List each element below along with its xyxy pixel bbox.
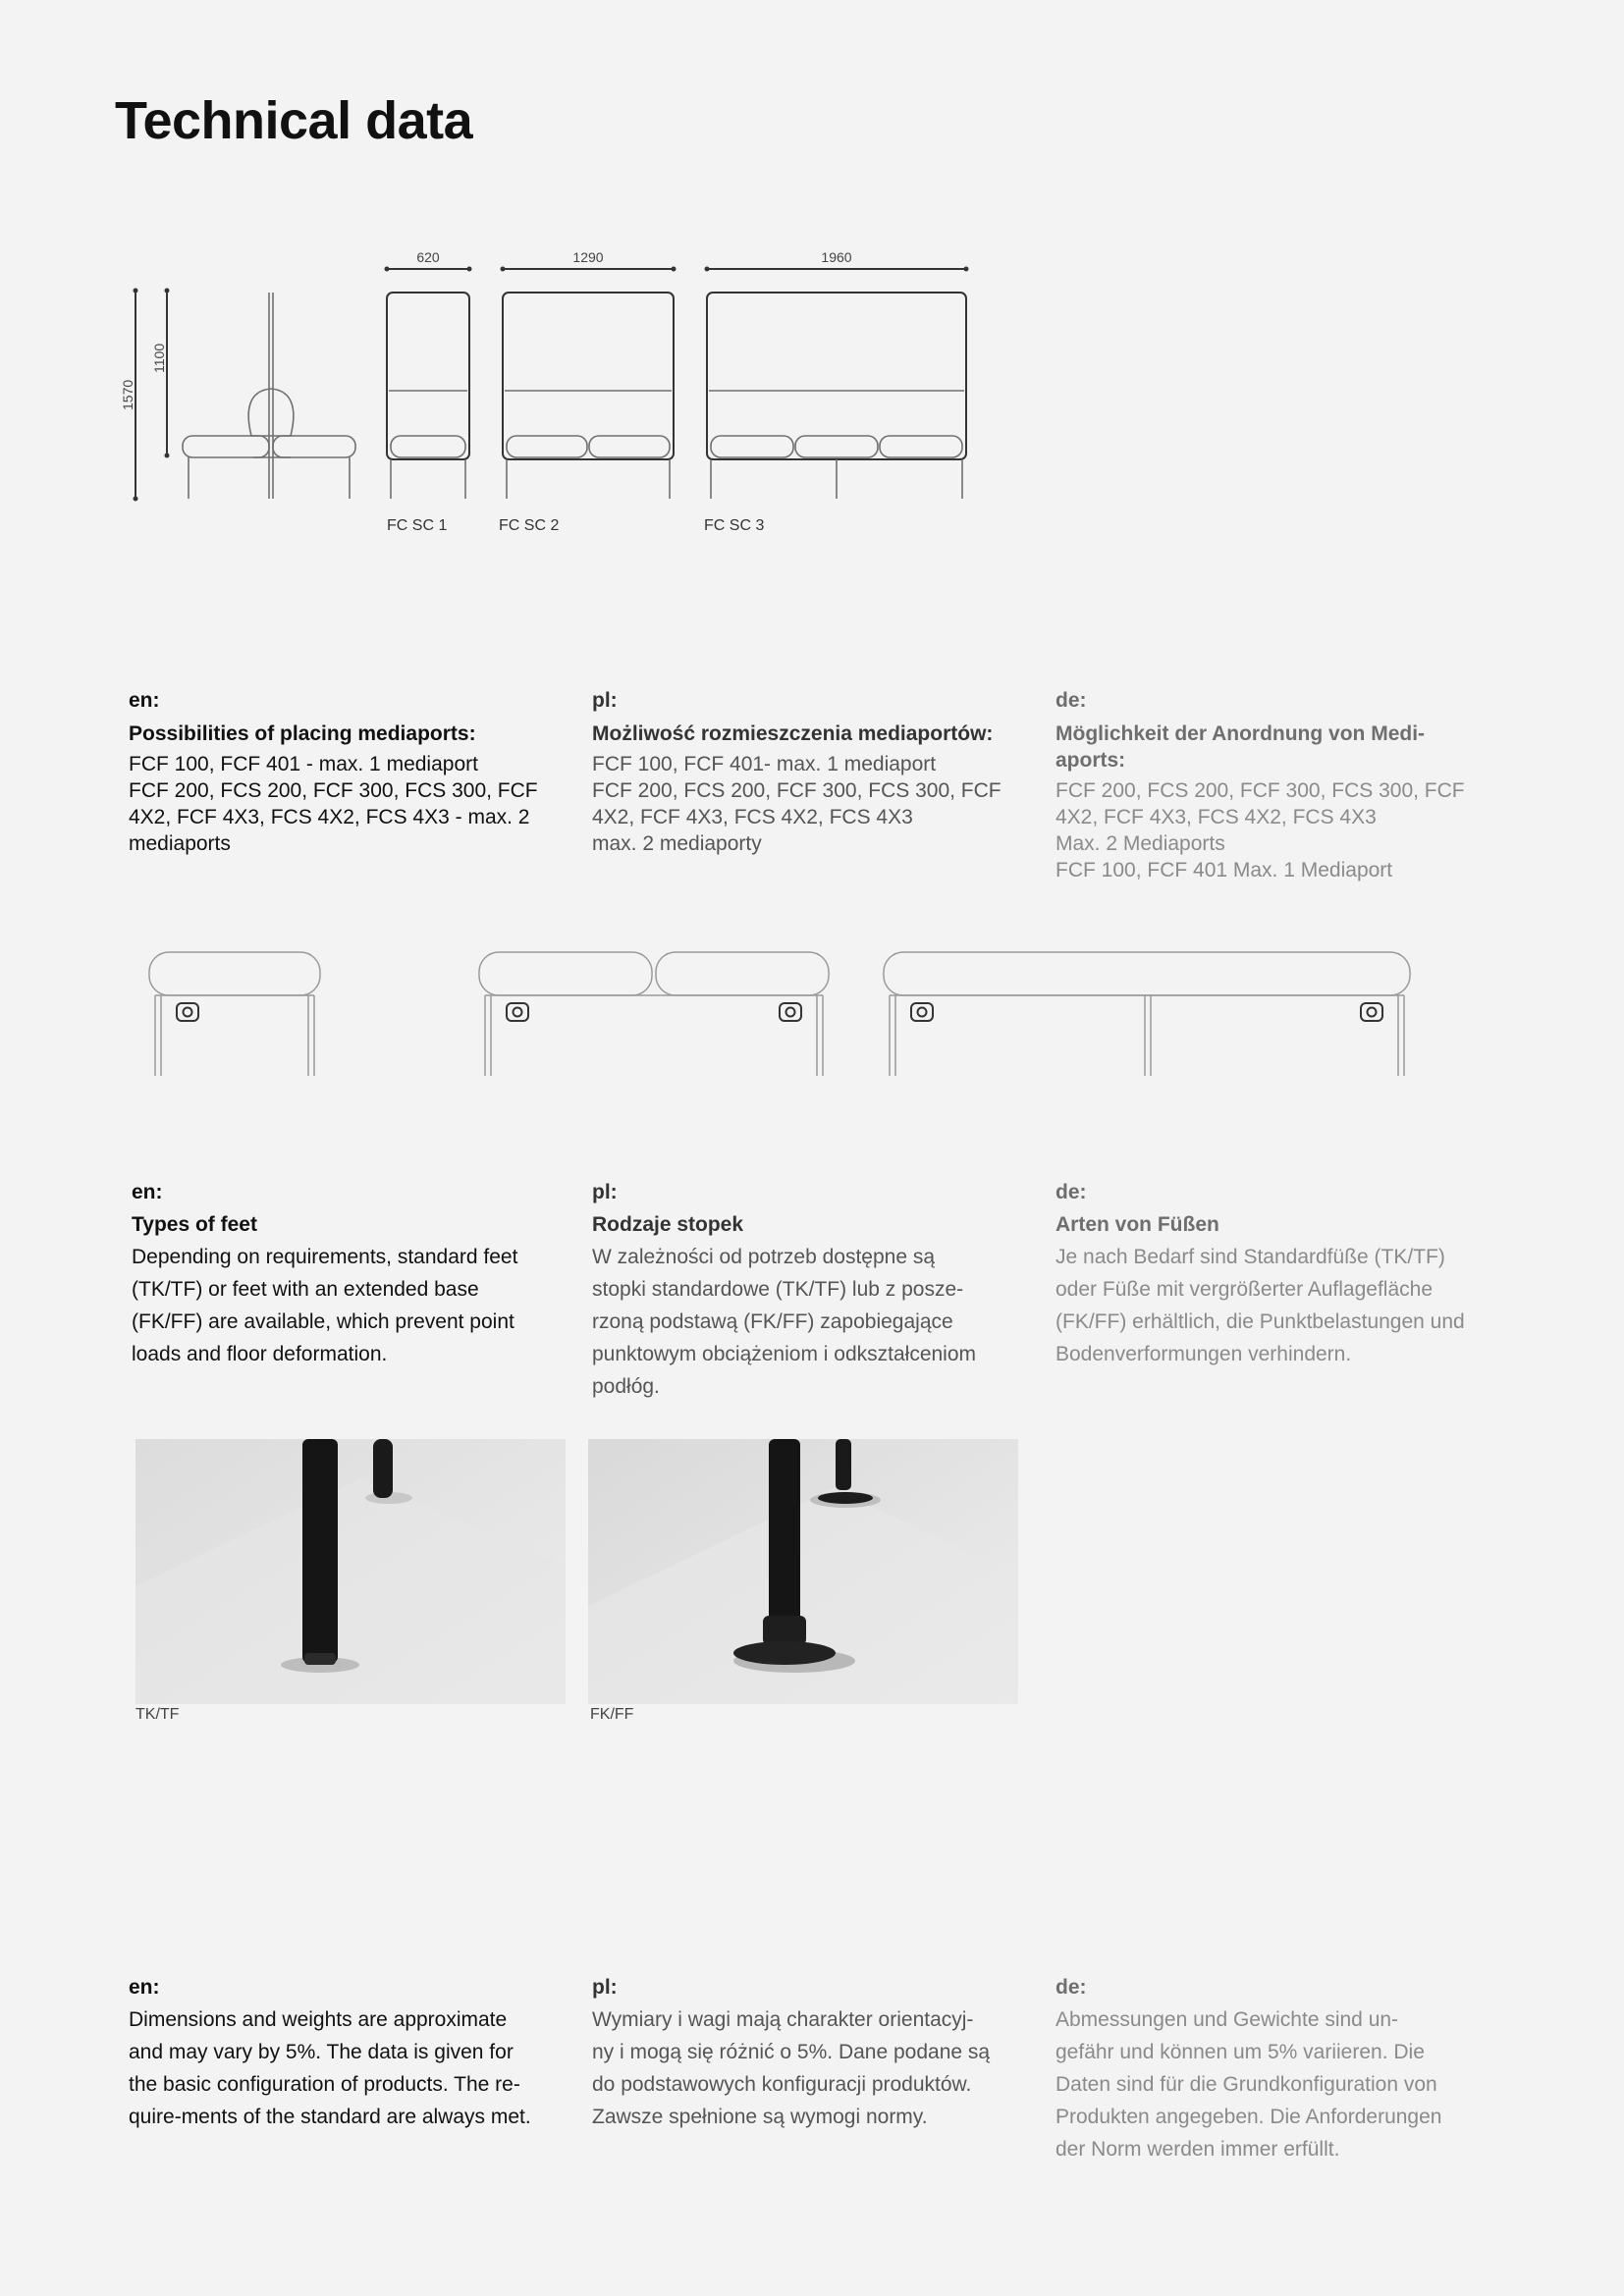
lang-label: de:: [1056, 1181, 1087, 1203]
text-line: Abmessungen und Gewichte sind un-: [1056, 2008, 1399, 2031]
height-dimension-outer: 1570: [120, 379, 135, 410]
section-heading: Possibilities of placing mediaports:: [129, 722, 476, 745]
text-line: rzoną podstawą (FK/FF) zapobiegające: [592, 1310, 953, 1333]
text-line: Max. 2 Mediaports: [1056, 832, 1225, 855]
section-heading: Rodzaje stopek: [592, 1213, 744, 1236]
feet-en: [132, 1176, 564, 1370]
text-line: podłóg.: [592, 1375, 660, 1398]
width-dimension-1: 620: [416, 249, 440, 265]
feet-pl: [592, 1176, 1024, 1403]
text-line: mediaports: [129, 832, 231, 855]
height-dimension-inner: 1100: [151, 343, 167, 373]
text-line: and may vary by 5%. The data is given for: [129, 2041, 514, 2063]
text-line: FCF 100, FCF 401 Max. 1 Mediaport: [1056, 859, 1393, 881]
text-line: FCF 100, FCF 401- max. 1 mediaport: [592, 753, 937, 775]
text-line: (TK/TF) or feet with an extended base: [132, 1278, 479, 1301]
width-dimension-2: 1290: [572, 249, 604, 265]
lang-label: en:: [129, 1976, 160, 1999]
text-line: Zawsze spełnione są wymogi normy.: [592, 2106, 928, 2128]
text-line: Je nach Bedarf sind Standardfüße (TK/TF): [1056, 1246, 1445, 1268]
text-line: der Norm werden immer erfüllt.: [1056, 2138, 1340, 2161]
text-line: Daten sind für die Grundkonfiguration von: [1056, 2073, 1437, 2096]
text-line: oder Füße mit vergrößerter Auflagefläche: [1056, 1278, 1434, 1301]
text-line: the basic configuration of products. The re-: [129, 2073, 520, 2096]
text-line: (FK/FF) erhältlich, die Punktbelastungen und: [1056, 1310, 1465, 1333]
model-label-1: FC SC 1: [387, 517, 448, 534]
text-line: Produkten angegeben. Die Anforderungen: [1056, 2106, 1442, 2128]
lang-label: pl:: [592, 689, 618, 712]
text-line: 4X2, FCF 4X3, FCS 4X2, FCS 4X3 - max. 2: [129, 806, 530, 828]
section-heading: Möglichkeit der Anordnung von Medi-: [1056, 722, 1426, 745]
text-line: Wymiary i wagi mają charakter orientacyj-: [592, 2008, 974, 2031]
page-title: Technical data: [115, 91, 473, 150]
text-line: Depending on requirements, standard feet: [132, 1246, 518, 1268]
text-line: stopki standardowe (TK/TF) lub z posze-: [592, 1278, 964, 1301]
text-line: Dimensions and weights are approximate: [129, 2008, 508, 2031]
text-line: quire-ments of the standard are always met.: [129, 2106, 531, 2128]
section-heading: aports:: [1056, 749, 1126, 772]
text-line: FCF 200, FCS 200, FCF 300, FCS 300, FCF: [1056, 779, 1465, 802]
text-line: (FK/FF) are available, which prevent point: [132, 1310, 514, 1333]
note-de: [1056, 1971, 1488, 2165]
lang-label: de:: [1056, 1976, 1087, 1999]
lang-label: de:: [1056, 689, 1087, 712]
mediaport-placement-drawings: [137, 937, 1424, 1085]
standard-foot-photo: [135, 1439, 566, 1704]
text-line: ny i mogą się różnić o 5%. Dane podane są: [592, 2041, 991, 2063]
feet-de: [1056, 1176, 1488, 1370]
lang-label: en:: [132, 1181, 163, 1203]
text-line: 4X2, FCF 4X3, FCS 4X2, FCS 4X3: [592, 806, 913, 828]
extended-base-foot-photo: [588, 1439, 1018, 1704]
lang-label: pl:: [592, 1181, 618, 1203]
model-label-3: FC SC 3: [704, 517, 765, 534]
text-line: FCF 100, FCF 401 - max. 1 mediaport: [129, 753, 478, 775]
note-pl: [592, 1971, 1024, 2133]
width-dimension-3: 1960: [821, 249, 852, 265]
text-line: W zależności od potrzeb dostępne są: [592, 1246, 936, 1268]
text-line: FCF 200, FCS 200, FCF 300, FCS 300, FCF: [592, 779, 1001, 802]
text-line: punktowym obciążeniom i odkształceniom: [592, 1343, 977, 1365]
text-line: max. 2 mediaporty: [592, 832, 762, 855]
text-line: loads and floor deformation.: [132, 1343, 388, 1365]
text-line: Bodenverformungen verhindern.: [1056, 1343, 1352, 1365]
text-line: FCF 200, FCS 200, FCF 300, FCS 300, FCF: [129, 779, 538, 802]
sofa-dimension-drawings: [108, 240, 992, 520]
model-label-2: FC SC 2: [499, 517, 560, 534]
text-line: do podstawowych konfiguracji produktów.: [592, 2073, 972, 2096]
mediaports-pl: [592, 687, 1024, 857]
section-heading: Arten von Füßen: [1056, 1213, 1219, 1236]
photo-caption: FK/FF: [590, 1706, 634, 1723]
mediaports-en: [129, 687, 561, 857]
lang-label: pl:: [592, 1976, 618, 1999]
text-line: gefähr und können um 5% variieren. Die: [1056, 2041, 1425, 2063]
lang-label: en:: [129, 689, 160, 712]
text-line: 4X2, FCF 4X3, FCS 4X2, FCS 4X3: [1056, 806, 1377, 828]
note-en: [129, 1971, 561, 2133]
section-heading: Możliwość rozmieszczenia mediaportów:: [592, 722, 994, 745]
photo-caption: TK/TF: [135, 1706, 180, 1723]
mediaports-de: [1056, 687, 1488, 883]
section-heading: Types of feet: [132, 1213, 257, 1236]
